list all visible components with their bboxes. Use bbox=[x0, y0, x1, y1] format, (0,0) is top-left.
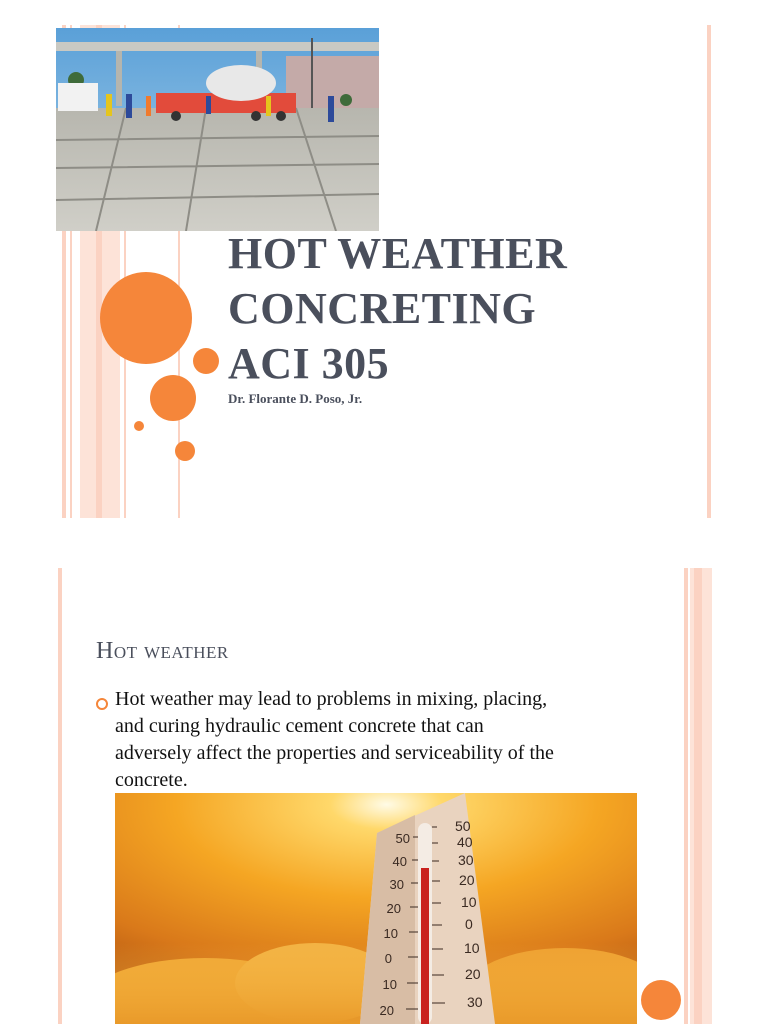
construction-photo bbox=[56, 28, 379, 231]
decor-circle bbox=[175, 441, 195, 461]
scale-left-label: 40 bbox=[392, 854, 407, 869]
scale-right-label: 20 bbox=[465, 966, 481, 982]
scale-left-label: 10 bbox=[382, 977, 397, 992]
scale-left-label: 0 bbox=[384, 951, 392, 966]
decor-circle bbox=[134, 421, 144, 431]
decor-circle bbox=[193, 348, 219, 374]
stripe-decor bbox=[684, 568, 688, 1024]
scale-left-label: 20 bbox=[379, 1003, 394, 1018]
title-line: ACI 305 bbox=[228, 339, 390, 388]
scale-right-label: 10 bbox=[464, 940, 480, 956]
stripe-decor bbox=[707, 25, 711, 518]
stripe-decor bbox=[58, 568, 62, 1024]
scale-right-label: 10 bbox=[461, 894, 477, 910]
scale-right-label: 20 bbox=[459, 872, 475, 888]
bullet-ring-icon bbox=[96, 698, 108, 710]
slide-heading: Hot weather bbox=[96, 638, 229, 664]
decor-circle bbox=[641, 980, 681, 1020]
title-line: HOT WEATHER bbox=[228, 229, 568, 278]
scale-right-label: 30 bbox=[458, 852, 474, 868]
slide-2 bbox=[0, 568, 768, 1024]
scale-right-label: 30 bbox=[467, 994, 483, 1010]
bullet-text: Hot weather may lead to problems in mixing, placing, and curing hydraulic cement concrete that can adversely affect the properties and serviceability of the concrete. bbox=[115, 688, 554, 791]
scale-left-label: 20 bbox=[386, 901, 401, 916]
scale-left-label: 50 bbox=[395, 831, 410, 846]
title-line: CONCRETING bbox=[228, 284, 537, 333]
decor-circle bbox=[150, 375, 196, 421]
scale-right-label: 50 bbox=[455, 818, 471, 834]
stripe-decor bbox=[694, 568, 702, 1024]
scale-right-label: 40 bbox=[457, 834, 473, 850]
scale-left-label: 30 bbox=[389, 877, 404, 892]
decor-circle bbox=[100, 272, 192, 364]
scale-right-label: 0 bbox=[465, 916, 473, 932]
thermometer-photo bbox=[115, 793, 637, 1024]
author-subtitle: Dr. Florante D. Poso, Jr. bbox=[228, 391, 363, 406]
slide-1 bbox=[0, 25, 768, 518]
scale-left-label: 10 bbox=[383, 926, 398, 941]
title-block bbox=[228, 226, 567, 391]
